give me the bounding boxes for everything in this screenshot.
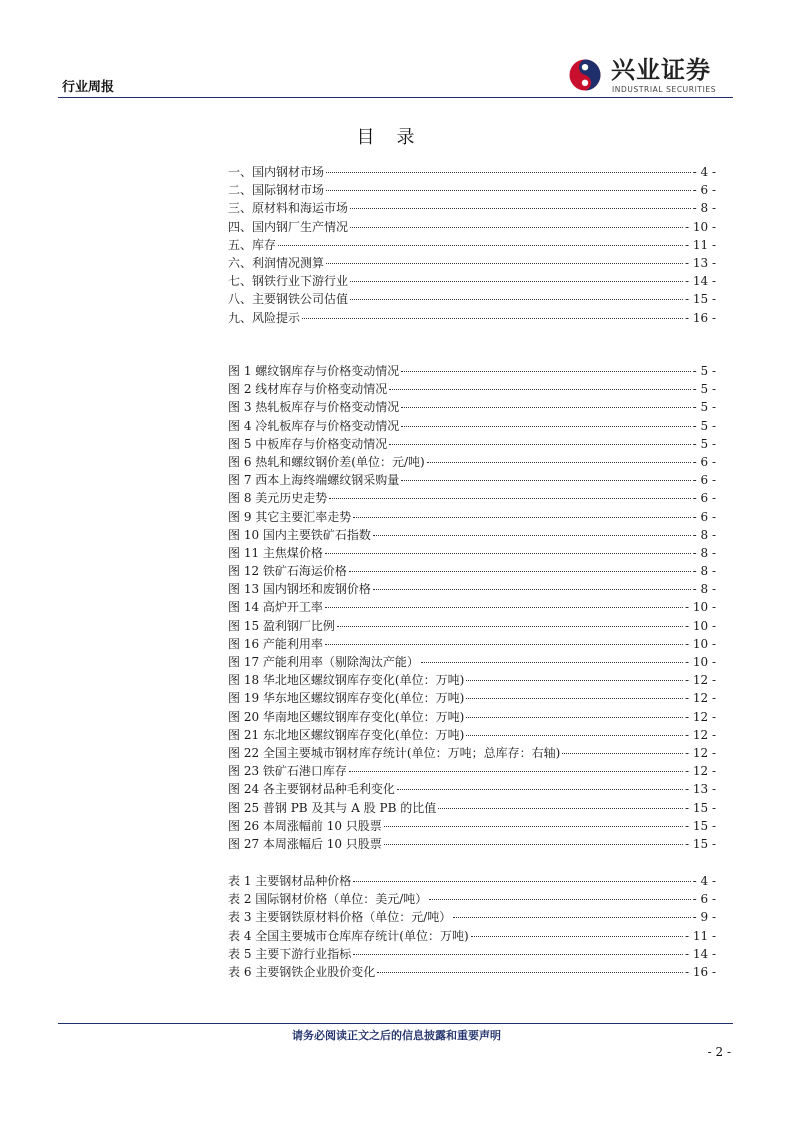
dot-leader: [373, 589, 691, 590]
dot-leader: [325, 553, 691, 554]
toc-figure-entry-label: 图 22 全国主要城市钢材库存统计(单位：万吨；总库存：右轴): [228, 745, 561, 760]
toc-figure-entry-label: 图 14 高炉开工率: [228, 600, 323, 615]
dot-leader: [326, 190, 691, 191]
dot-leader: [389, 444, 690, 445]
toc-section-entry[interactable]: [228, 218, 716, 236]
dot-leader: [353, 954, 683, 955]
toc-figure-entry[interactable]: [228, 708, 716, 726]
dot-leader: [471, 936, 683, 937]
toc-figure-entry-label: 图 4 冷轧板库存与价格变动情况: [228, 418, 400, 433]
toc-figure-entry-label: 图 15 盈利钢厂比例: [228, 618, 335, 633]
toc-figure-entry[interactable]: [228, 744, 716, 762]
toc-section-entry-page: - 4 -: [692, 165, 716, 179]
toc-figure-entry-page: - 6 -: [692, 509, 716, 524]
toc-figure-entry-page: - 10 -: [684, 618, 716, 633]
dot-leader: [466, 680, 683, 681]
dot-leader: [389, 389, 690, 390]
dot-leader: [325, 644, 683, 645]
toc-figure-entry-page: - 8 -: [692, 527, 716, 542]
toc-figure-entry-label: 图 26 本周涨幅前 10 只股票: [228, 818, 382, 833]
dot-leader: [562, 753, 683, 754]
toc-section-entry-page: - 11 -: [684, 237, 716, 252]
toc-figure-entry-label: 图 8 美元历史走势: [228, 491, 328, 506]
toc-figure-entry[interactable]: [228, 635, 716, 653]
dot-leader: [377, 972, 683, 973]
toc-figure-entry[interactable]: [228, 726, 716, 744]
dot-leader: [427, 462, 691, 463]
logo-english-name: INDUSTRIAL SECURITIES: [612, 85, 717, 94]
toc-table-entry-page: - 11 -: [684, 928, 716, 943]
report-type-label: 行业周报: [62, 80, 115, 95]
disclaimer-note: 请务必阅读正文之后的信息披露和重要声明: [292, 1029, 501, 1042]
toc-figure-entry-label: 图 6 热轧和螺纹钢价差(单位：元/吨): [228, 454, 425, 469]
toc-figure-entry-page: - 6 -: [692, 491, 716, 506]
toc-section-entry-label: 三、原材料和海运市场: [228, 201, 349, 216]
toc-section-entry[interactable]: [228, 309, 716, 327]
dot-leader: [337, 626, 683, 627]
dot-leader: [466, 735, 683, 736]
toc-figure-entry-page: - 5 -: [692, 418, 716, 433]
dot-leader: [401, 371, 690, 372]
logo-chinese-name: 兴业证券: [611, 56, 711, 84]
toc-section-entry[interactable]: [228, 163, 716, 181]
toc-section-entry-label: 二、国际钢材市场: [228, 183, 325, 198]
page-number: - 2 -: [707, 1045, 731, 1059]
toc-table-entry[interactable]: [228, 963, 716, 981]
toc-figure-entry-label: 图 7 西本上海终端螺纹钢采购量: [228, 473, 400, 488]
toc-figure-entry-label: 图 21 东北地区螺纹钢库存变化(单位：万吨): [228, 727, 465, 742]
figure-list: [228, 362, 716, 853]
dot-leader: [326, 172, 691, 173]
toc-section-entry[interactable]: [228, 254, 716, 272]
toc-figure-entry-page: - 6 -: [692, 454, 716, 469]
toc-figure-entry-page: - 12 -: [684, 764, 716, 779]
toc-figure-entry-label: 图 17 产能利用率（剔除淘汰产能）: [228, 655, 419, 669]
toc-figure-entry[interactable]: [228, 489, 716, 507]
toc-table-entry[interactable]: [228, 890, 716, 908]
toc-figure-entry-label: 图 11 主焦煤价格: [228, 545, 323, 560]
toc-figure-entry[interactable]: [228, 508, 716, 526]
dot-leader: [384, 826, 683, 827]
toc-figure-entry-page: - 8 -: [692, 564, 716, 579]
toc-table-entry[interactable]: [228, 872, 716, 890]
toc-figure-entry-label: 图 27 本周涨幅后 10 只股票: [228, 836, 382, 851]
toc-figure-entry-page: - 13 -: [684, 782, 716, 797]
toc-figure-entry[interactable]: [228, 580, 716, 598]
dot-leader: [397, 789, 683, 790]
toc-figure-entry[interactable]: [228, 617, 716, 635]
toc-figure-entry[interactable]: [228, 835, 716, 853]
dot-leader: [421, 662, 683, 663]
toc-figure-entry[interactable]: [228, 598, 716, 616]
toc-title: 目录: [356, 127, 437, 148]
dot-leader: [350, 299, 683, 300]
footer-divider: [58, 1023, 733, 1024]
dot-leader: [429, 899, 690, 900]
toc-figure-entry-page: - 5 -: [692, 400, 716, 415]
dot-leader: [302, 318, 683, 319]
toc-figure-entry-page: - 5 -: [692, 382, 716, 397]
toc-figure-entry[interactable]: [228, 362, 716, 380]
toc-figure-entry[interactable]: [228, 653, 716, 671]
toc-section-entry[interactable]: [228, 236, 716, 254]
dot-leader: [350, 227, 683, 228]
dot-leader: [325, 607, 683, 608]
toc-figure-entry-page: - 12 -: [684, 673, 716, 688]
dot-leader: [401, 480, 690, 481]
toc-section-entry-label: 一、国内钢材市场: [228, 165, 325, 179]
toc-table-entry[interactable]: [228, 908, 716, 926]
toc-figure-entry[interactable]: [228, 762, 716, 780]
toc-table-entry-label: 表 2 国际钢材价格（单位：美元/吨）: [228, 892, 428, 907]
toc-figure-entry[interactable]: [228, 799, 716, 817]
toc-section-entry-page: - 14 -: [684, 274, 716, 289]
dot-leader: [353, 517, 690, 518]
toc-figure-entry-page: - 6 -: [692, 473, 716, 488]
toc-figure-entry[interactable]: [228, 380, 716, 398]
dot-leader: [350, 281, 683, 282]
dot-leader: [384, 844, 683, 845]
toc-section-entry-label: 八、主要钢铁公司估值: [228, 292, 349, 307]
toc-figure-entry-page: - 12 -: [684, 709, 716, 724]
toc-section-entry[interactable]: [228, 290, 716, 308]
toc-section-entry-label: 六、利润情况测算: [228, 255, 325, 270]
section-list: [228, 163, 716, 327]
toc-figure-entry[interactable]: [228, 671, 716, 689]
toc-section-entry-page: - 16 -: [684, 310, 716, 325]
toc-section-entry[interactable]: [228, 272, 716, 290]
toc-figure-entry-label: 图 10 国内主要铁矿石指数: [228, 527, 371, 542]
toc-table-entry-label: 表 5 主要下游行业指标: [228, 946, 352, 961]
toc-table-entry-page: - 16 -: [684, 964, 716, 979]
dot-leader: [329, 498, 690, 499]
toc-figure-entry[interactable]: [228, 417, 716, 435]
toc-table-entry-page: - 6 -: [692, 892, 716, 907]
toc-figure-entry-page: - 8 -: [692, 545, 716, 560]
toc-table-entry-label: 表 6 主要钢铁企业股价变化: [228, 964, 376, 979]
toc-figure-entry[interactable]: [228, 453, 716, 471]
toc-figure-entry-page: - 15 -: [684, 836, 716, 851]
toc-table-entry-page: - 4 -: [692, 874, 716, 888]
dot-leader: [349, 571, 691, 572]
toc-figure-entry-page: - 5 -: [692, 436, 716, 451]
dot-leader: [466, 717, 683, 718]
toc-figure-entry[interactable]: [228, 471, 716, 489]
table-list: [228, 872, 716, 981]
toc-figure-entry[interactable]: [228, 689, 716, 707]
dot-leader: [438, 808, 683, 809]
toc-figure-entry-label: 图 25 普钢 PB 及其与 A 股 PB 的比值: [228, 800, 437, 815]
toc-figure-entry-label: 图 23 铁矿石港口库存: [228, 764, 347, 779]
toc-figure-entry-label: 图 5 中板库存与价格变动情况: [228, 436, 388, 451]
toc-section-entry[interactable]: [228, 181, 716, 199]
toc-figure-entry-label: 图 1 螺纹钢库存与价格变动情况: [228, 364, 400, 378]
toc-figure-entry-label: 图 19 华东地区螺纹钢库存变化(单位：万吨): [228, 691, 465, 706]
toc-figure-entry-label: 图 2 线材库存与价格变动情况: [228, 382, 388, 397]
toc-figure-entry-label: 图 3 热轧板库存与价格变动情况: [228, 400, 400, 415]
toc-section-entry-label: 九、风险提示: [228, 310, 301, 325]
toc-table-entry-label: 表 1 主要钢材品种价格: [228, 874, 352, 888]
toc-figure-entry[interactable]: [228, 544, 716, 562]
logo-mark-icon: [568, 58, 602, 92]
toc-figure-entry-label: 图 20 华南地区螺纹钢库存变化(单位：万吨): [228, 709, 465, 724]
dot-leader: [349, 771, 683, 772]
toc-figure-entry-page: - 12 -: [684, 691, 716, 706]
toc-figure-entry[interactable]: [228, 817, 716, 835]
toc-section-entry-label: 七、钢铁行业下游行业: [228, 274, 349, 289]
toc-figure-entry[interactable]: [228, 780, 716, 798]
company-logo: [568, 56, 738, 96]
toc-figure-entry-label: 图 16 产能利用率: [228, 636, 323, 651]
toc-section-entry-label: 五、库存: [228, 237, 277, 252]
toc-section-entry-page: - 10 -: [684, 219, 716, 234]
toc-table-entry[interactable]: [228, 927, 716, 945]
toc-figure-entry-page: - 10 -: [684, 600, 716, 615]
dot-leader: [453, 917, 690, 918]
toc-figure-entry-label: 图 9 其它主要汇率走势: [228, 509, 352, 524]
dot-leader: [353, 881, 690, 882]
toc-figure-entry-page: - 10 -: [684, 636, 716, 651]
toc-section-entry[interactable]: [228, 199, 716, 217]
toc-figure-entry-label: 图 12 铁矿石海运价格: [228, 564, 347, 579]
toc-figure-entry-page: - 12 -: [684, 727, 716, 742]
dot-leader: [326, 263, 683, 264]
toc-figure-entry-label: 图 18 华北地区螺纹钢库存变化(单位：万吨): [228, 673, 465, 688]
dot-leader: [278, 245, 683, 246]
toc-table-entry-page: - 9 -: [692, 910, 716, 925]
toc-table-entry[interactable]: [228, 945, 716, 963]
toc-figure-entry-label: 图 13 国内钢坯和废钢价格: [228, 582, 371, 597]
toc-figure-entry-label: 图 24 各主要钢材品种毛利变化: [228, 782, 395, 797]
toc-figure-entry-page: - 12 -: [684, 745, 716, 760]
dot-leader: [401, 407, 690, 408]
toc-figure-entry-page: - 5 -: [692, 364, 716, 378]
toc-section-entry-page: - 15 -: [684, 292, 716, 307]
toc-figure-entry-page: - 8 -: [692, 582, 716, 597]
toc-figure-entry-page: - 10 -: [684, 655, 716, 669]
toc-figure-entry[interactable]: [228, 435, 716, 453]
toc-table-entry-label: 表 3 主要钢铁原材料价格（单位：元/吨）: [228, 910, 452, 925]
toc-table-entry-label: 表 4 全国主要城市仓库库存统计(单位：万吨): [228, 928, 469, 943]
toc-figure-entry[interactable]: [228, 526, 716, 544]
toc-figure-entry[interactable]: [228, 398, 716, 416]
dot-leader: [350, 208, 691, 209]
toc-section-entry-page: - 13 -: [684, 255, 716, 270]
header-divider: [58, 97, 733, 98]
toc-figure-entry[interactable]: [228, 562, 716, 580]
toc-figure-entry-page: - 15 -: [684, 800, 716, 815]
toc-section-entry-page: - 8 -: [692, 201, 716, 216]
dot-leader: [373, 535, 691, 536]
toc-section-entry-page: - 6 -: [692, 183, 716, 198]
dot-leader: [466, 698, 683, 699]
toc-figure-entry-page: - 15 -: [684, 818, 716, 833]
toc-section-entry-label: 四、国内钢厂生产情况: [228, 219, 349, 234]
toc-table-entry-page: - 14 -: [684, 946, 716, 961]
dot-leader: [401, 426, 690, 427]
